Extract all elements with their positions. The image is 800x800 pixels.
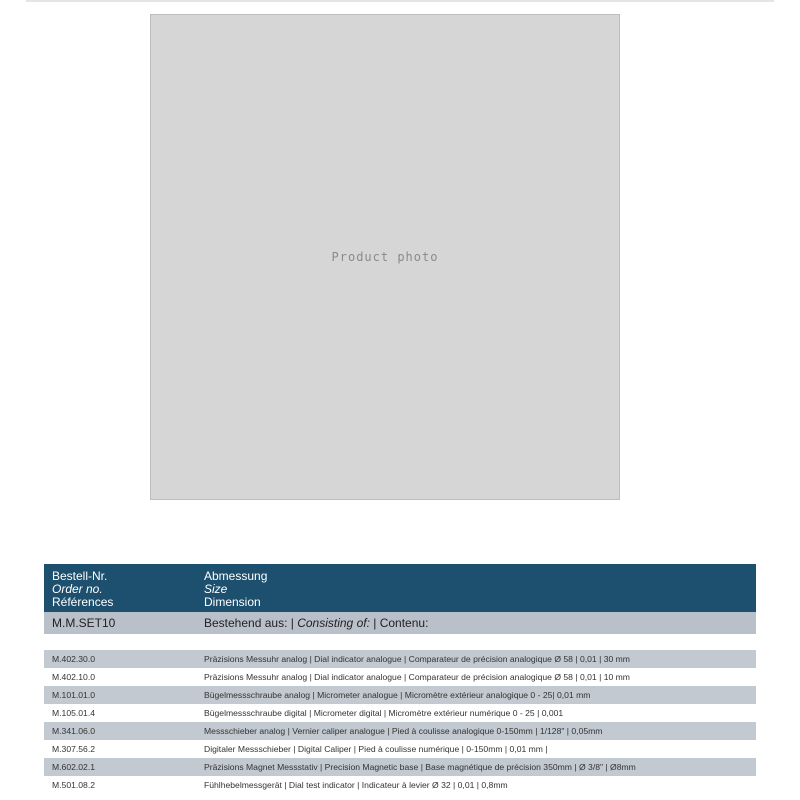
header-size-de: Abmessung: [204, 569, 268, 583]
table-header: [44, 564, 756, 612]
item-description: Bügelmessschraube analog | Micrometer analogue | Micromètre extérieur analogique 0 - 25| 0,01 mm: [204, 690, 591, 700]
table-spacer: [44, 634, 756, 650]
product-photo-placeholder: [150, 14, 620, 500]
table-row: [44, 740, 756, 758]
item-description: Fühlhebelmessgerät | Dial test indicator | Indicateur à levier Ø 32 | 0,01 | 0,8mm: [204, 780, 508, 790]
table-row: [44, 686, 756, 704]
top-divider: [26, 0, 774, 2]
table-row: [44, 650, 756, 668]
photo-placeholder-label: Product photo: [331, 250, 439, 264]
header-order-fr: Références: [52, 595, 114, 609]
order-number: M.402.10.0: [52, 672, 95, 682]
order-number: M.105.01.4: [52, 708, 95, 718]
set-contents-label: [204, 612, 428, 634]
table-row: [44, 758, 756, 776]
consist-en: Consisting of:: [297, 616, 370, 630]
set-order-number: M.M.SET10: [52, 616, 116, 630]
order-number: M.341.06.0: [52, 726, 95, 736]
consist-de: Bestehend aus:: [204, 616, 288, 630]
consist-fr: Contenu:: [379, 616, 429, 630]
item-description: Messschieber analog | Vernier caliper analogue | Pied à coulisse analogique 0-150mm | 1/128" | 0,05mm: [204, 726, 603, 736]
order-number: M.101.01.0: [52, 690, 95, 700]
separator: |: [369, 616, 380, 630]
header-order-column: [52, 570, 202, 609]
separator: |: [287, 616, 298, 630]
order-number: M.602.02.1: [52, 762, 95, 772]
table-row: [44, 704, 756, 722]
table-row: [44, 722, 756, 740]
set-row: [44, 612, 756, 634]
header-size-column: [204, 570, 744, 609]
header-size-en: Size: [204, 582, 228, 596]
item-description: Bügelmessschraube digital | Micrometer digital | Micromètre extérieur numérique 0 - 25 | 0,001: [204, 708, 564, 718]
order-number: M.307.56.2: [52, 744, 95, 754]
item-description: Präzisions Messuhr analog | Dial indicator analogue | Comparateur de précision analogique Ø 58 | 0,01 | 30 mm: [204, 654, 630, 664]
product-table: [44, 564, 756, 794]
item-description: Digitaler Messschieber | Digital Caliper | Pied à coulisse numérique | 0-150mm | 0,01 mm |: [204, 744, 548, 754]
item-description: Präzisions Magnet Messstativ | Precision Magnetic base | Base magnétique de précision 350mm | Ø 3/8" | Ø8mm: [204, 762, 636, 772]
table-row: [44, 776, 756, 794]
order-number: M.501.08.2: [52, 780, 95, 790]
table-row: [44, 668, 756, 686]
order-number: M.402.30.0: [52, 654, 95, 664]
item-description: Präzisions Messuhr analog | Dial indicator analogue | Comparateur de précision analogique Ø 58 | 0,01 | 10 mm: [204, 672, 630, 682]
header-order-de: Bestell-Nr.: [52, 569, 108, 583]
header-size-fr: Dimension: [204, 595, 261, 609]
header-order-en: Order no.: [52, 582, 103, 596]
